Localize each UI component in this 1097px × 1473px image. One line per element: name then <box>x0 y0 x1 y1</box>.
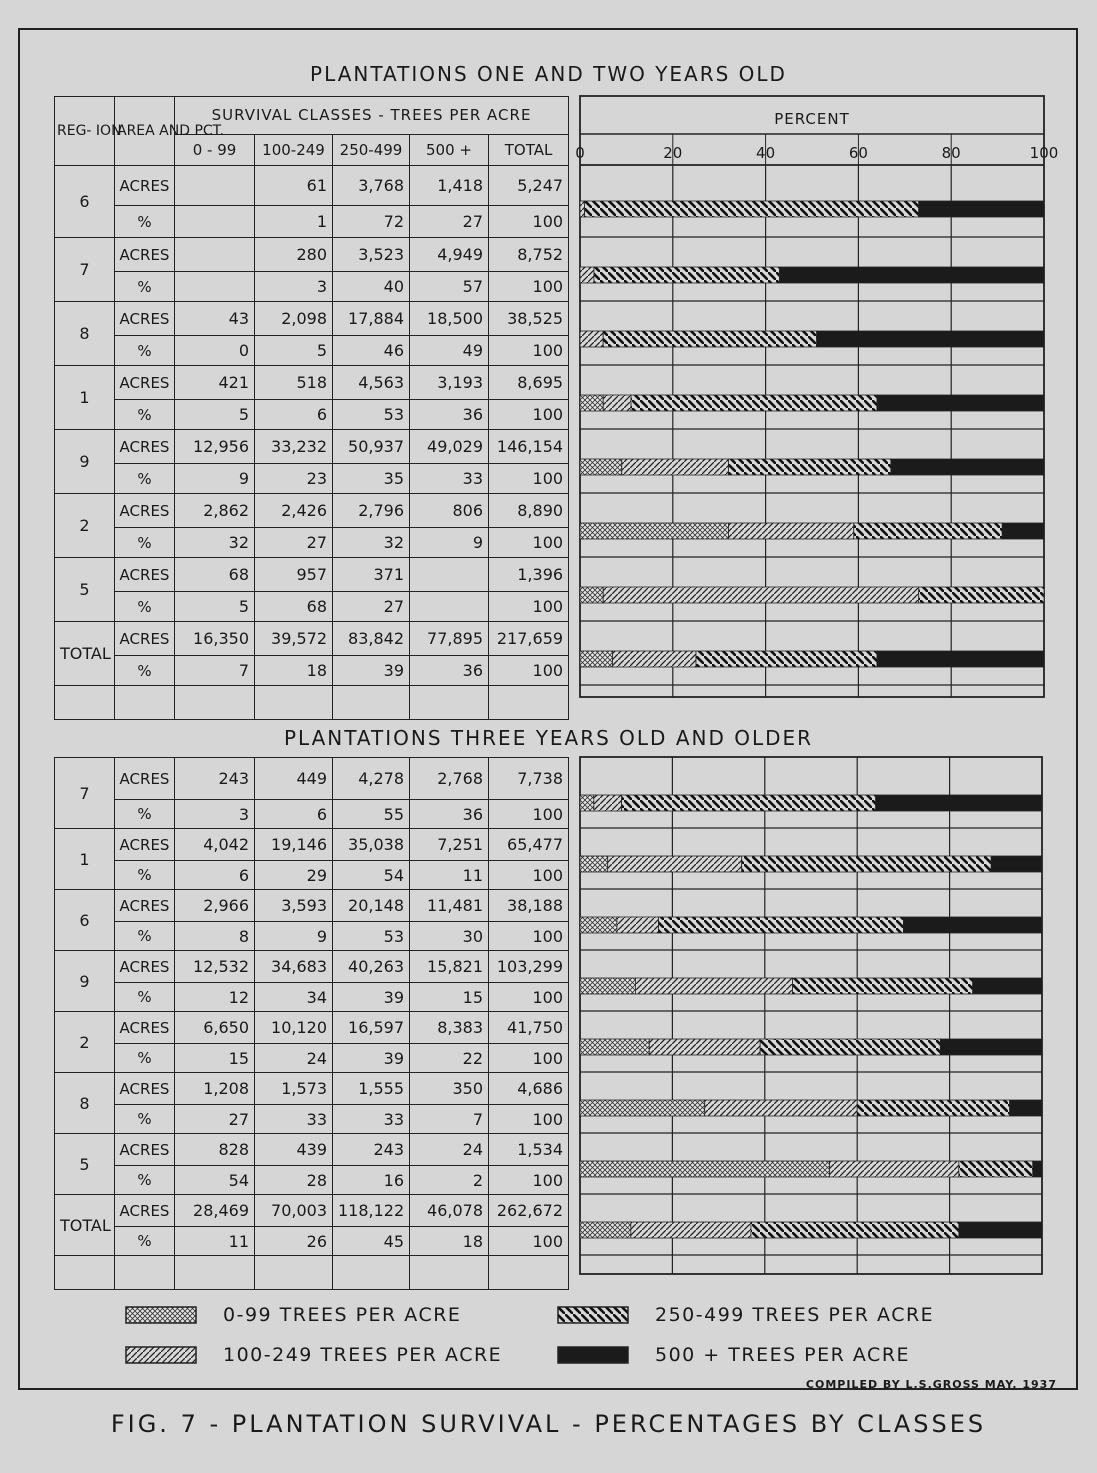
acres-cell-100-249: 61 <box>255 166 333 206</box>
pct-cell-0-99: 12 <box>175 983 255 1012</box>
legend-label-500-plus: 500 + TREES PER ACRE <box>655 1344 911 1366</box>
acres-cell-total: 38,525 <box>489 302 569 336</box>
bar-segment-region-1-500-plus <box>877 395 1044 411</box>
bar-segment-region-5-250-499 <box>959 1161 1033 1177</box>
pct-cell-250-499: 32 <box>333 528 410 558</box>
bar-segment-region-8-500-plus <box>1010 1100 1042 1116</box>
acres-cell-500-plus: 350 <box>410 1073 489 1105</box>
bar-segment-region-total-500-plus <box>959 1222 1042 1238</box>
col-header-100-249: 100-249 <box>255 135 333 166</box>
acres-cell-250-499: 35,038 <box>333 829 410 861</box>
pct-cell-total: 100 <box>489 400 569 430</box>
acres-cell-500-plus: 806 <box>410 494 489 528</box>
row-type-acres: ACRES <box>115 366 175 400</box>
acres-cell-0-99: 12,532 <box>175 951 255 983</box>
acres-cell-100-249: 449 <box>255 758 333 800</box>
pct-cell-500-plus: 57 <box>410 272 489 302</box>
col-header-250-499: 250-499 <box>333 135 410 166</box>
pct-cell-0-99: 32 <box>175 528 255 558</box>
bar-segment-region-2-500-plus <box>940 1039 1042 1055</box>
acres-cell-total: 65,477 <box>489 829 569 861</box>
row-type-pct: % <box>115 800 175 829</box>
row-type-acres: ACRES <box>115 622 175 656</box>
legend-label-250-499: 250-499 TREES PER ACRE <box>655 1304 935 1326</box>
acres-cell-500-plus: 4,949 <box>410 238 489 272</box>
acres-cell-500-plus: 18,500 <box>410 302 489 336</box>
pct-cell-250-499: 35 <box>333 464 410 494</box>
panel-title-one-two-years: PLANTATIONS ONE AND TWO YEARS OLD <box>310 62 787 86</box>
row-type-pct: % <box>115 528 175 558</box>
acres-cell-total: 4,686 <box>489 1073 569 1105</box>
acres-cell-100-249: 19,146 <box>255 829 333 861</box>
pct-cell-0-99: 7 <box>175 656 255 686</box>
pct-cell-0-99: 5 <box>175 400 255 430</box>
pct-cell-100-249: 24 <box>255 1044 333 1073</box>
bar-segment-region-2-100-249 <box>728 523 853 539</box>
bar-segment-region-5-0-99 <box>580 587 603 603</box>
bar-segment-region-5-0-99 <box>580 1161 829 1177</box>
acres-cell-0-99: 1,208 <box>175 1073 255 1105</box>
pct-cell-500-plus: 27 <box>410 206 489 238</box>
row-type-pct: % <box>115 592 175 622</box>
bar-segment-region-total-100-249 <box>612 651 696 667</box>
pct-cell-0-99: 54 <box>175 1166 255 1195</box>
bar-segment-region-1-250-499 <box>631 395 877 411</box>
row-type-pct: % <box>115 1227 175 1256</box>
bar-segment-region-6-100-249 <box>580 201 585 217</box>
pct-cell-250-499: 33 <box>333 1105 410 1134</box>
acres-cell-0-99: 43 <box>175 302 255 336</box>
acres-cell-100-249: 10,120 <box>255 1012 333 1044</box>
acres-cell-100-249: 518 <box>255 366 333 400</box>
bar-segment-region-1-100-249 <box>603 395 631 411</box>
pct-cell-0-99: 5 <box>175 592 255 622</box>
acres-cell-250-499: 243 <box>333 1134 410 1166</box>
pct-cell-0-99: 0 <box>175 336 255 366</box>
pct-cell-500-plus: 2 <box>410 1166 489 1195</box>
bar-segment-region-6-500-plus <box>919 201 1044 217</box>
acres-cell-0-99: 243 <box>175 758 255 800</box>
area-pct-header: AREA AND PCT. <box>115 97 175 166</box>
bar-segment-region-8-100-249 <box>580 331 603 347</box>
acres-cell-0-99: 4,042 <box>175 829 255 861</box>
region-cell: 8 <box>55 1073 115 1134</box>
pct-cell-250-499: 40 <box>333 272 410 302</box>
pct-cell-250-499: 54 <box>333 861 410 890</box>
bar-segment-region-total-100-249 <box>631 1222 751 1238</box>
compiled-by-note: COMPILED BY L.S.GROSS MAY, 1937 <box>805 1378 1057 1391</box>
pct-cell-250-499: 27 <box>333 592 410 622</box>
region-cell: TOTAL <box>55 622 115 686</box>
acres-cell-total: 103,299 <box>489 951 569 983</box>
acres-cell-0-99: 2,862 <box>175 494 255 528</box>
bar-segment-region-2-250-499 <box>760 1039 940 1055</box>
pct-cell-250-499: 39 <box>333 983 410 1012</box>
acres-cell-total: 7,738 <box>489 758 569 800</box>
pct-cell-total: 100 <box>489 922 569 951</box>
bar-segment-region-2-250-499 <box>854 523 1002 539</box>
bar-segment-region-1-0-99 <box>580 395 603 411</box>
row-type-acres: ACRES <box>115 166 175 206</box>
pct-cell-100-249: 1 <box>255 206 333 238</box>
bar-segment-region-5-100-249 <box>603 587 919 603</box>
bar-segment-region-total-0-99 <box>580 1222 631 1238</box>
pct-cell-0-99: 9 <box>175 464 255 494</box>
bar-segment-region-6-100-249 <box>617 917 659 933</box>
acres-cell-500-plus: 11,481 <box>410 890 489 922</box>
pct-cell-100-249: 34 <box>255 983 333 1012</box>
row-type-acres: ACRES <box>115 890 175 922</box>
acres-cell-100-249: 70,003 <box>255 1195 333 1227</box>
acres-cell-250-499: 20,148 <box>333 890 410 922</box>
pct-cell-100-249: 26 <box>255 1227 333 1256</box>
pct-cell-100-249: 33 <box>255 1105 333 1134</box>
region-cell: TOTAL <box>55 1195 115 1256</box>
acres-cell-250-499: 40,263 <box>333 951 410 983</box>
pct-cell-500-plus: 22 <box>410 1044 489 1073</box>
legend-label-100-249: 100-249 TREES PER ACRE <box>223 1344 503 1366</box>
pct-cell-0-99: 6 <box>175 861 255 890</box>
col-header-500-plus: 500 + <box>410 135 489 166</box>
pct-cell-250-499: 16 <box>333 1166 410 1195</box>
region-cell: 5 <box>55 1134 115 1195</box>
bar-segment-region-total-0-99 <box>580 651 612 667</box>
acres-cell-250-499: 3,768 <box>333 166 410 206</box>
acres-cell-0-99: 28,469 <box>175 1195 255 1227</box>
axis-tick-label-80: 80 <box>941 144 961 162</box>
acres-cell-100-249: 3,593 <box>255 890 333 922</box>
pct-cell-100-249: 29 <box>255 861 333 890</box>
acres-cell-0-99: 16,350 <box>175 622 255 656</box>
acres-cell-0-99: 828 <box>175 1134 255 1166</box>
pct-cell-100-249: 9 <box>255 922 333 951</box>
row-type-acres: ACRES <box>115 1073 175 1105</box>
pct-cell-250-499: 46 <box>333 336 410 366</box>
acres-cell-500-plus: 3,193 <box>410 366 489 400</box>
axis-tick-label-40: 40 <box>756 144 776 162</box>
pct-cell-100-249: 23 <box>255 464 333 494</box>
bar-segment-region-5-100-249 <box>829 1161 958 1177</box>
row-type-pct: % <box>115 206 175 238</box>
bar-segment-region-1-500-plus <box>991 856 1042 872</box>
bar-segment-region-8-250-499 <box>857 1100 1009 1116</box>
acres-cell-0-99: 68 <box>175 558 255 592</box>
row-type-acres: ACRES <box>115 558 175 592</box>
acres-cell-500-plus: 8,383 <box>410 1012 489 1044</box>
region-header: REG- ION <box>55 97 115 166</box>
survival-classes-header: SURVIVAL CLASSES - TREES PER ACRE <box>175 97 569 135</box>
acres-cell-250-499: 2,796 <box>333 494 410 528</box>
row-type-pct: % <box>115 983 175 1012</box>
pct-cell-500-plus: 7 <box>410 1105 489 1134</box>
pct-cell-500-plus: 9 <box>410 528 489 558</box>
row-type-pct: % <box>115 400 175 430</box>
row-type-pct: % <box>115 336 175 366</box>
acres-cell-100-249: 1,573 <box>255 1073 333 1105</box>
pct-cell-0-99: 8 <box>175 922 255 951</box>
pct-cell-total: 100 <box>489 656 569 686</box>
pct-cell-500-plus: 30 <box>410 922 489 951</box>
bar-segment-region-6-0-99 <box>580 917 617 933</box>
pct-cell-0-99: 3 <box>175 800 255 829</box>
pct-cell-0-99: 27 <box>175 1105 255 1134</box>
pct-cell-250-499: 53 <box>333 922 410 951</box>
pct-cell-total: 100 <box>489 336 569 366</box>
row-type-acres: ACRES <box>115 829 175 861</box>
acres-cell-100-249: 2,098 <box>255 302 333 336</box>
acres-cell-100-249: 34,683 <box>255 951 333 983</box>
pct-cell-100-249: 6 <box>255 800 333 829</box>
acres-cell-100-249: 2,426 <box>255 494 333 528</box>
pct-cell-500-plus: 33 <box>410 464 489 494</box>
row-type-pct: % <box>115 861 175 890</box>
acres-cell-total: 8,890 <box>489 494 569 528</box>
bar-segment-region-9-250-499 <box>793 978 973 994</box>
row-type-acres: ACRES <box>115 1134 175 1166</box>
col-header-total: TOTAL <box>489 135 569 166</box>
row-type-pct: % <box>115 922 175 951</box>
bar-segment-region-7-0-99 <box>580 795 594 811</box>
pct-cell-500-plus: 15 <box>410 983 489 1012</box>
figure-caption: FIG. 7 - PLANTATION SURVIVAL - PERCENTAGES BY CLASSES <box>110 1410 987 1438</box>
pct-cell-total: 100 <box>489 1044 569 1073</box>
row-type-acres: ACRES <box>115 494 175 528</box>
acres-cell-250-499: 1,555 <box>333 1073 410 1105</box>
pct-cell-total: 100 <box>489 1166 569 1195</box>
bar-segment-region-1-100-249 <box>608 856 742 872</box>
bar-segment-region-9-0-99 <box>580 459 622 475</box>
pct-cell-500-plus: 36 <box>410 656 489 686</box>
bar-segment-region-7-500-plus <box>876 795 1042 811</box>
bar-segment-region-9-100-249 <box>635 978 792 994</box>
row-type-acres: ACRES <box>115 758 175 800</box>
legend-label-0-99: 0-99 TREES PER ACRE <box>223 1304 462 1326</box>
bar-segment-region-total-250-499 <box>696 651 877 667</box>
acres-cell-500-plus: 2,768 <box>410 758 489 800</box>
bar-segment-region-1-0-99 <box>580 856 608 872</box>
pct-cell-500-plus: 11 <box>410 861 489 890</box>
region-cell: 6 <box>55 890 115 951</box>
bar-segment-region-7-500-plus <box>780 267 1044 283</box>
bar-segment-region-9-250-499 <box>728 459 890 475</box>
acres-cell-500-plus: 24 <box>410 1134 489 1166</box>
row-type-acres: ACRES <box>115 1012 175 1044</box>
acres-cell-total: 41,750 <box>489 1012 569 1044</box>
axis-tick-label-20: 20 <box>663 144 683 162</box>
bar-segment-region-8-250-499 <box>603 331 816 347</box>
bar-segment-region-6-250-499 <box>659 917 904 933</box>
acres-cell-total: 1,534 <box>489 1134 569 1166</box>
acres-cell-500-plus: 1,418 <box>410 166 489 206</box>
region-cell: 9 <box>55 430 115 494</box>
bar-segment-region-9-100-249 <box>622 459 729 475</box>
acres-cell-250-499: 118,122 <box>333 1195 410 1227</box>
pct-cell-100-249: 3 <box>255 272 333 302</box>
acres-cell-100-249: 33,232 <box>255 430 333 464</box>
row-type-pct: % <box>115 1044 175 1073</box>
bar-segment-region-9-0-99 <box>580 978 635 994</box>
acres-cell-250-499: 17,884 <box>333 302 410 336</box>
bar-segment-region-8-0-99 <box>580 1100 705 1116</box>
acres-cell-0-99: 12,956 <box>175 430 255 464</box>
region-cell: 6 <box>55 166 115 238</box>
pct-cell-500-plus: 36 <box>410 800 489 829</box>
axis-tick-label-100: 100 <box>1029 144 1059 162</box>
region-cell: 1 <box>55 366 115 430</box>
bar-segment-region-8-500-plus <box>817 331 1044 347</box>
row-type-acres: ACRES <box>115 1195 175 1227</box>
pct-cell-total: 100 <box>489 1227 569 1256</box>
acres-cell-250-499: 16,597 <box>333 1012 410 1044</box>
pct-cell-250-499: 39 <box>333 1044 410 1073</box>
pct-cell-250-499: 45 <box>333 1227 410 1256</box>
row-type-acres: ACRES <box>115 430 175 464</box>
region-cell: 2 <box>55 494 115 558</box>
acres-cell-250-499: 4,563 <box>333 366 410 400</box>
bar-segment-region-7-250-499 <box>594 267 780 283</box>
chart-panel-border-1 <box>580 757 1042 1274</box>
pct-cell-100-249: 6 <box>255 400 333 430</box>
region-cell: 2 <box>55 1012 115 1073</box>
pct-cell-500-plus: 36 <box>410 400 489 430</box>
pct-cell-100-249: 28 <box>255 1166 333 1195</box>
acres-cell-500-plus: 77,895 <box>410 622 489 656</box>
acres-cell-250-499: 3,523 <box>333 238 410 272</box>
pct-cell-250-499: 53 <box>333 400 410 430</box>
pct-cell-total: 100 <box>489 983 569 1012</box>
acres-cell-250-499: 50,937 <box>333 430 410 464</box>
axis-tick-label-0: 0 <box>575 144 585 162</box>
pct-cell-total: 100 <box>489 1105 569 1134</box>
pct-cell-total: 100 <box>489 528 569 558</box>
acres-cell-100-249: 957 <box>255 558 333 592</box>
acres-cell-total: 38,188 <box>489 890 569 922</box>
bar-segment-region-2-0-99 <box>580 523 728 539</box>
bar-segment-region-7-250-499 <box>622 795 876 811</box>
bar-segment-region-1-250-499 <box>742 856 991 872</box>
row-type-pct: % <box>115 464 175 494</box>
row-type-acres: ACRES <box>115 951 175 983</box>
pct-cell-total: 100 <box>489 861 569 890</box>
acres-cell-250-499: 83,842 <box>333 622 410 656</box>
acres-cell-0-99: 6,650 <box>175 1012 255 1044</box>
pct-cell-500-plus: 49 <box>410 336 489 366</box>
pct-cell-100-249: 27 <box>255 528 333 558</box>
pct-cell-total: 100 <box>489 464 569 494</box>
pct-cell-100-249: 18 <box>255 656 333 686</box>
bar-segment-region-7-100-249 <box>594 795 622 811</box>
acres-cell-500-plus: 15,821 <box>410 951 489 983</box>
bar-segment-region-total-250-499 <box>751 1222 959 1238</box>
acres-cell-0-99: 421 <box>175 366 255 400</box>
acres-cell-total: 8,695 <box>489 366 569 400</box>
acres-cell-total: 5,247 <box>489 166 569 206</box>
bar-segment-region-total-500-plus <box>877 651 1044 667</box>
row-type-acres: ACRES <box>115 238 175 272</box>
row-type-acres: ACRES <box>115 302 175 336</box>
pct-cell-0-99: 15 <box>175 1044 255 1073</box>
acres-cell-500-plus: 7,251 <box>410 829 489 861</box>
pct-cell-total: 100 <box>489 206 569 238</box>
bar-segment-region-8-100-249 <box>705 1100 857 1116</box>
acres-cell-total: 217,659 <box>489 622 569 656</box>
region-cell: 9 <box>55 951 115 1012</box>
acres-cell-250-499: 371 <box>333 558 410 592</box>
acres-cell-total: 8,752 <box>489 238 569 272</box>
region-cell: 5 <box>55 558 115 622</box>
acres-cell-100-249: 39,572 <box>255 622 333 656</box>
acres-cell-total: 1,396 <box>489 558 569 592</box>
bar-segment-region-6-500-plus <box>903 917 1042 933</box>
region-cell: 8 <box>55 302 115 366</box>
acres-cell-100-249: 280 <box>255 238 333 272</box>
acres-cell-0-99: 2,966 <box>175 890 255 922</box>
pct-cell-250-499: 55 <box>333 800 410 829</box>
row-type-pct: % <box>115 1105 175 1134</box>
acres-cell-total: 146,154 <box>489 430 569 464</box>
pct-cell-total: 100 <box>489 800 569 829</box>
bar-segment-region-5-250-499 <box>919 587 1044 603</box>
panel-title-three-years-older: PLANTATIONS THREE YEARS OLD AND OLDER <box>283 726 814 750</box>
bar-segment-region-2-500-plus <box>1002 523 1044 539</box>
pct-cell-0-99: 11 <box>175 1227 255 1256</box>
region-cell: 1 <box>55 829 115 890</box>
bar-segment-region-9-500-plus <box>891 459 1044 475</box>
pct-cell-250-499: 39 <box>333 656 410 686</box>
acres-cell-100-249: 439 <box>255 1134 333 1166</box>
acres-cell-250-499: 4,278 <box>333 758 410 800</box>
pct-cell-250-499: 72 <box>333 206 410 238</box>
region-cell: 7 <box>55 238 115 302</box>
acres-cell-500-plus: 46,078 <box>410 1195 489 1227</box>
bar-segment-region-7-100-249 <box>580 267 594 283</box>
bar-segment-region-9-500-plus <box>973 978 1042 994</box>
percent-axis-label: PERCENT <box>774 110 850 128</box>
row-type-pct: % <box>115 272 175 302</box>
acres-cell-total: 262,672 <box>489 1195 569 1227</box>
bar-segment-region-2-0-99 <box>580 1039 649 1055</box>
pct-cell-total: 100 <box>489 272 569 302</box>
pct-cell-500-plus: 18 <box>410 1227 489 1256</box>
bar-segment-region-2-100-249 <box>649 1039 760 1055</box>
pct-cell-100-249: 5 <box>255 336 333 366</box>
col-header-0-99: 0 - 99 <box>175 135 255 166</box>
acres-cell-500-plus: 49,029 <box>410 430 489 464</box>
pct-cell-100-249: 68 <box>255 592 333 622</box>
pct-cell-total: 100 <box>489 592 569 622</box>
row-type-pct: % <box>115 1166 175 1195</box>
axis-tick-label-60: 60 <box>848 144 868 162</box>
region-cell: 7 <box>55 758 115 829</box>
row-type-pct: % <box>115 656 175 686</box>
bar-segment-region-6-250-499 <box>585 201 919 217</box>
bar-segment-region-5-500-plus <box>1033 1161 1042 1177</box>
